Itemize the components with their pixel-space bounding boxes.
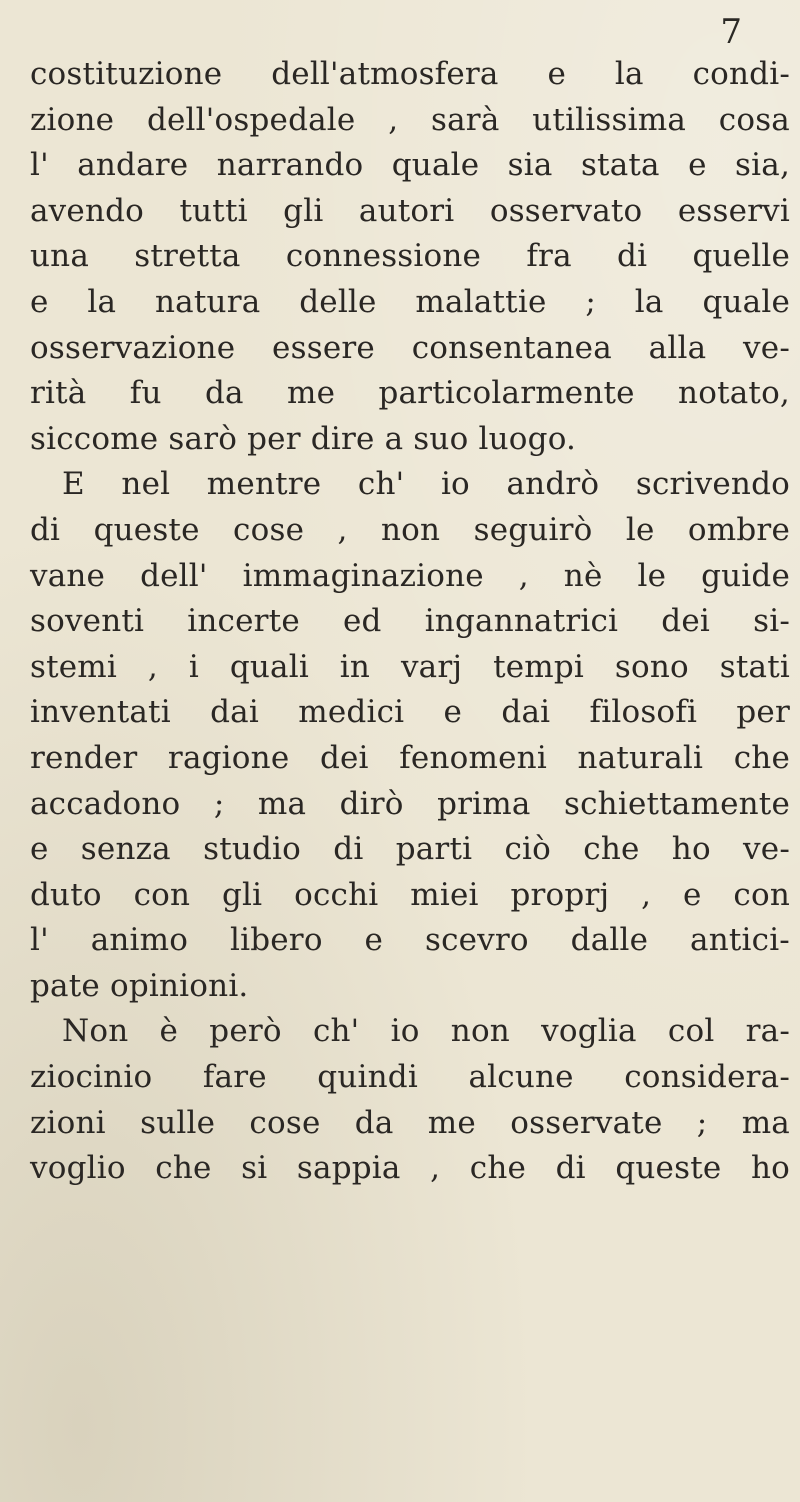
text-line: E nel mentre ch' io andrò scrivendo	[62, 466, 790, 503]
body-text	[30, 52, 790, 1192]
text-line: zione dell'ospedale , sarà utilissima cosa	[30, 101, 790, 138]
text-line: di queste cose , non seguirò le ombre	[30, 511, 790, 548]
text-line: Non è però ch' io non voglia col ra-	[62, 1013, 790, 1050]
text-line: zioni sulle cose da me osservate ; ma	[30, 1104, 790, 1141]
text-line: l' animo libero e scevro dalle antici-	[30, 922, 790, 959]
text-line: rità fu da me particolarmente notato,	[30, 375, 790, 412]
text-line: soventi incerte ed ingannatrici dei si-	[30, 603, 790, 640]
page-number: 7	[720, 12, 742, 52]
text-line: osservazione essere consentanea alla ve-	[30, 329, 790, 366]
text-line: avendo tutti gli autori osservato esservi	[30, 192, 790, 229]
text-line: render ragione dei fenomeni naturali che	[30, 739, 790, 776]
text-line: duto con gli occhi miei proprj , e con	[30, 876, 790, 913]
text-line: voglio che si sappia , che di queste ho	[30, 1150, 790, 1187]
text-line: stemi , i quali in varj tempi sono stati	[30, 648, 790, 685]
text-line: una stretta connessione fra di quelle	[30, 238, 790, 275]
text-line: inventati dai medici e dai filosofi per	[30, 694, 790, 731]
text-line: e la natura delle malattie ; la quale	[30, 283, 790, 320]
text-line: costituzione dell'atmosfera e la condi-	[30, 56, 790, 92]
text-line: l' andare narrando quale sia stata e sia,	[30, 147, 790, 184]
text-line: ziocinio fare quindi alcune considera-	[30, 1059, 790, 1096]
text-line: accadono ; ma dirò prima schiettamente	[30, 785, 790, 822]
text-line: siccome sarò per dire a suo luogo.	[30, 420, 577, 457]
text-line: e senza studio di parti ciò che ho ve-	[30, 831, 790, 868]
text-line: vane dell' immaginazione , nè le guide	[30, 557, 790, 594]
text-line: pate opinioni.	[30, 967, 249, 1004]
